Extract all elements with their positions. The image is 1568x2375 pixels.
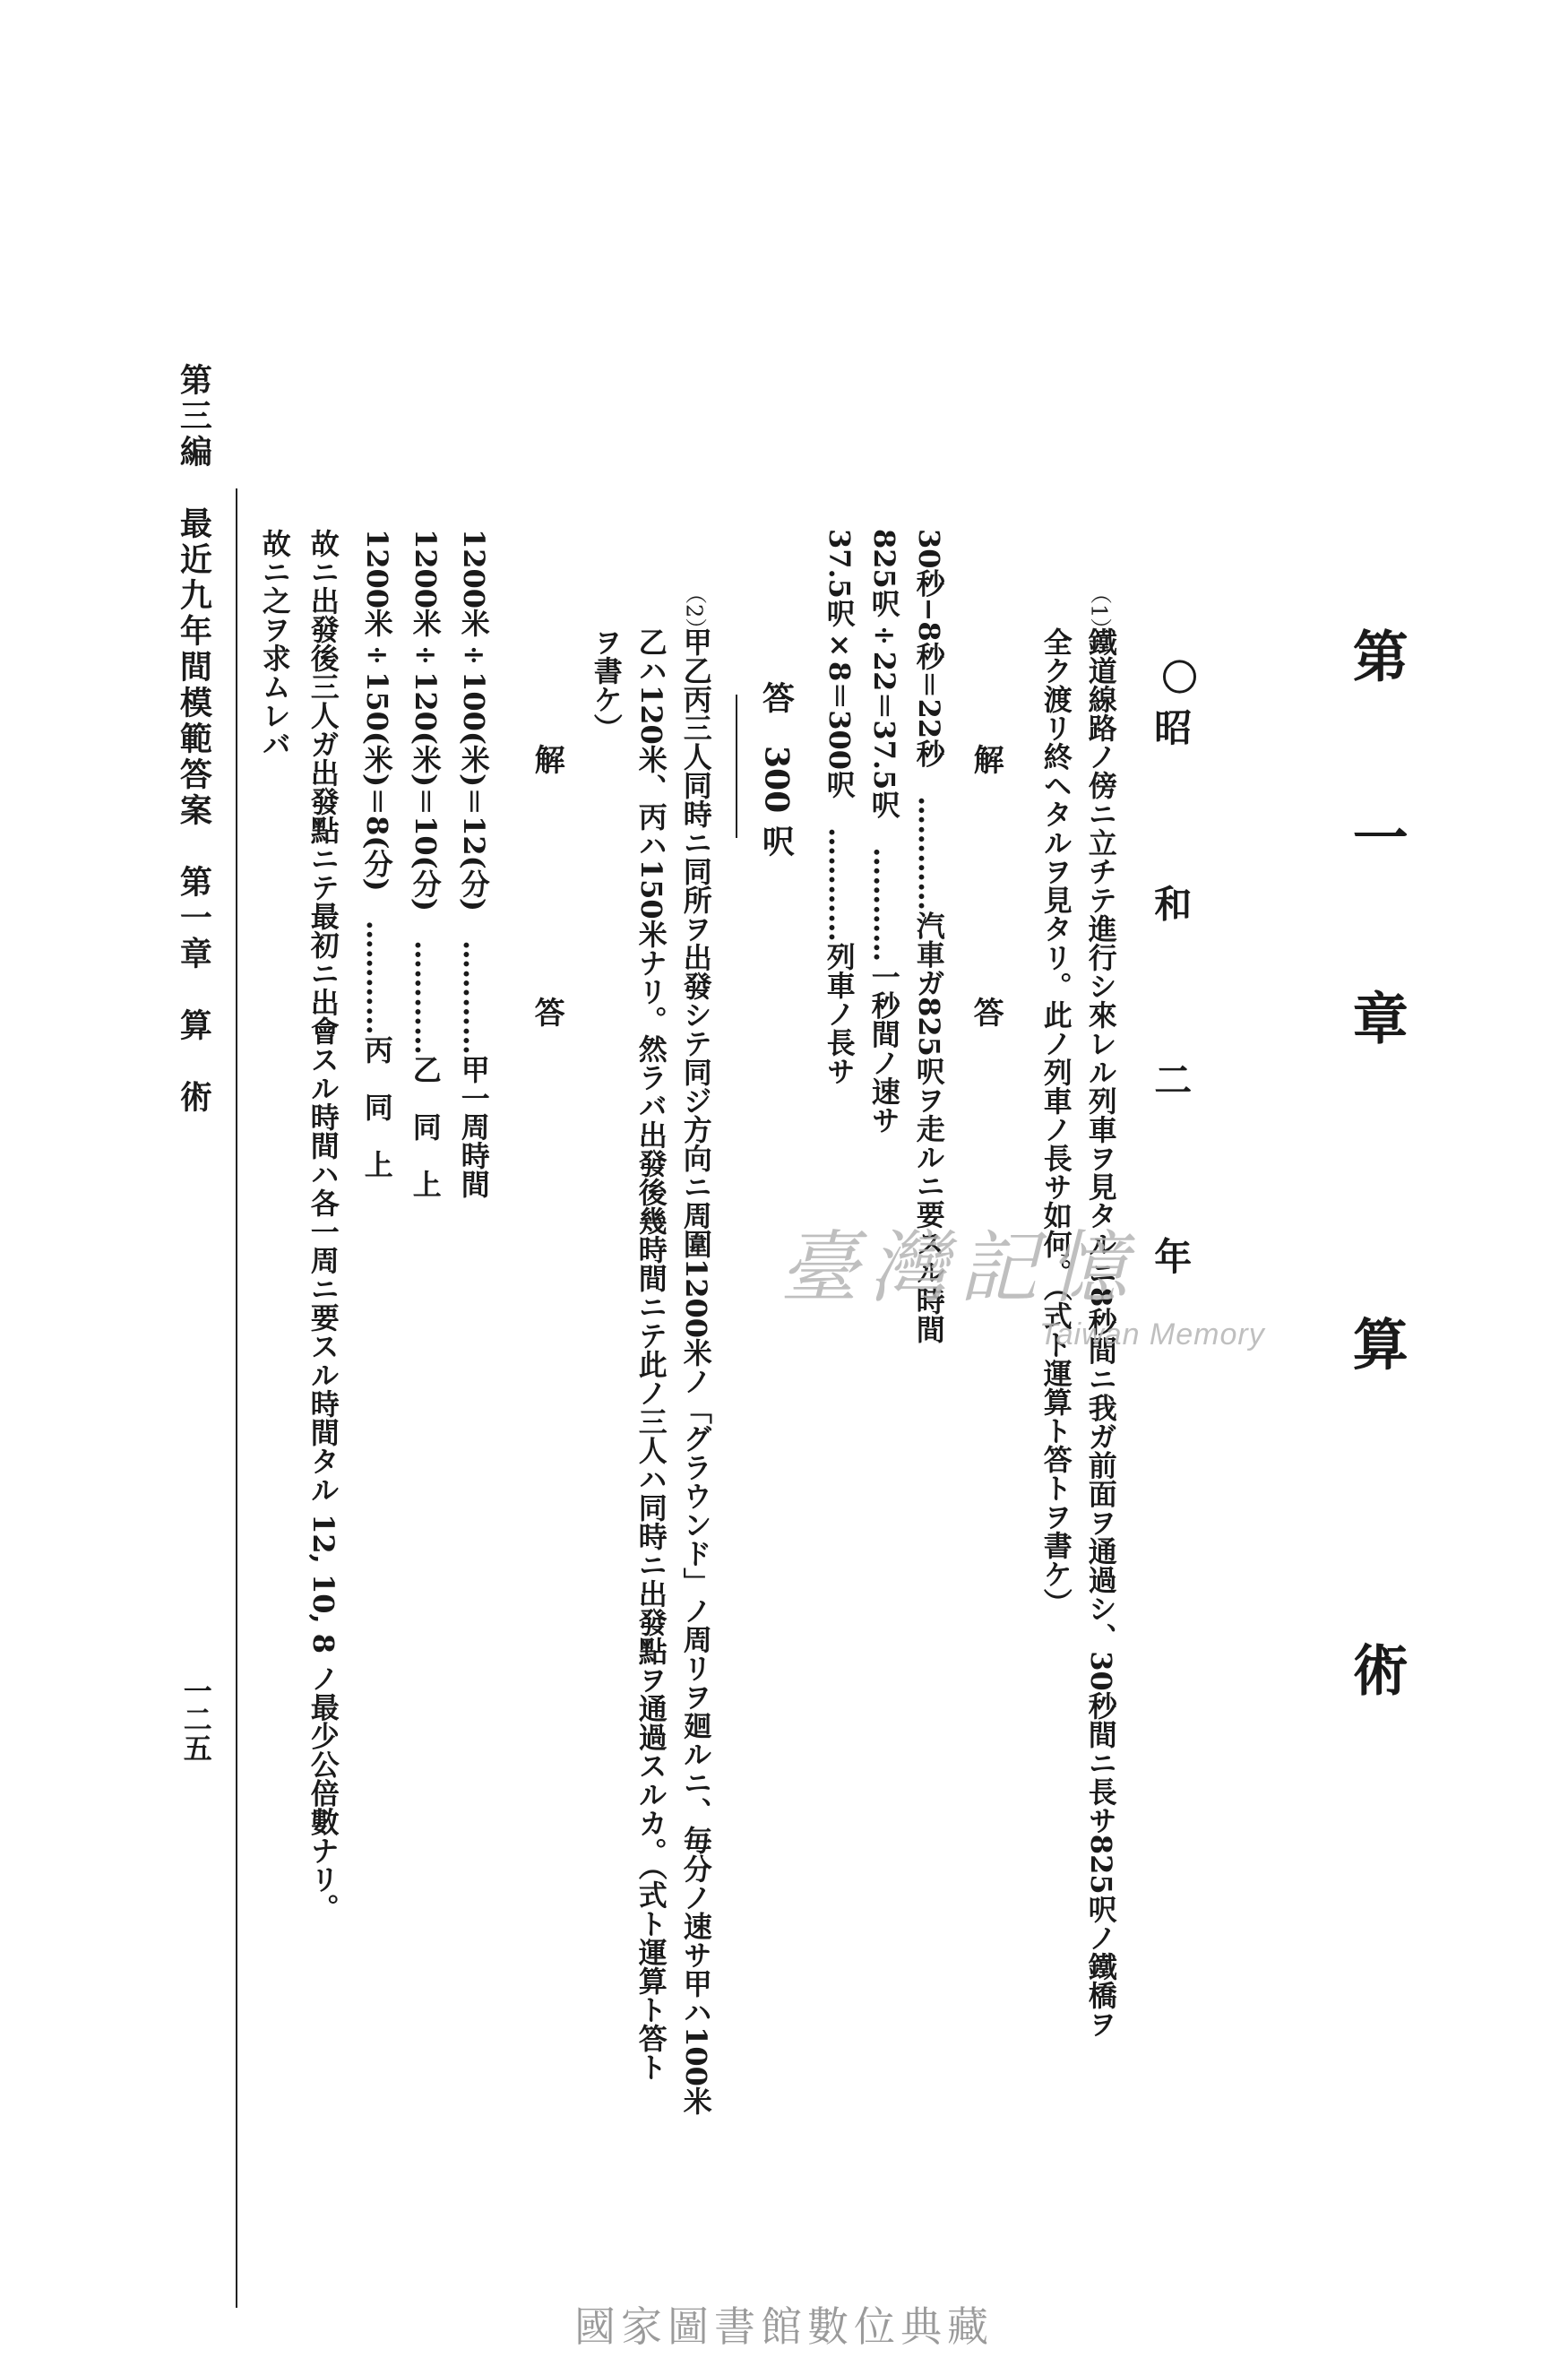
problem-2-solution-heading: 解 答	[529, 744, 565, 1081]
section-mark: 〇	[1156, 659, 1198, 695]
problem-2-conclusion-1: 故ニ出發後三人ガ出發點ニテ最初ニ出會スル時間ハ各一周ニ要スル時間タル 12, 10, 8 ノ最少公倍數ナリ。	[306, 529, 340, 1922]
problem-1-answer: 答 300 呎	[757, 681, 796, 857]
problem-2-conclusion-2: 故ニ之ヲ求ムレバ	[257, 529, 292, 758]
problem-1-line-1: 30秒−8秒＝22秒 …………汽車ガ825呎ヲ走ルニ要スル時間	[911, 529, 946, 1343]
problem-2-line-2: 1200米÷120(米)＝10(分) …………乙 同 上	[408, 529, 443, 1198]
problem-2-line-3: 1200米÷150(米)＝8(分) …………丙 同 上	[359, 529, 394, 1179]
answer-underline	[736, 695, 737, 838]
problem-2-text-line-3: ヲ書ケ）	[589, 627, 624, 742]
problem-2-text-line-2: 乙ハ120米、丙ハ150米ナリ。然ラバ出發後幾時間ニテ此ノ三人ハ同時ニ出發點ヲ通過スルカ。（式ト運算ト答ト	[633, 627, 668, 2081]
problem-2-text-line-1: 甲乙丙三人同時ニ同所ヲ出發シテ同ジ方向ニ周圍1200米ノ「グラウンド」ノ周リヲ廻ルニ、毎分ノ速サ甲ハ100米	[678, 627, 713, 2115]
page-number: 一二五	[178, 1676, 213, 1762]
problem-1-line-3: 37.5呎×8＝300呎 …………列車ノ長サ	[822, 529, 857, 1086]
watermark-chinese: 臺灣記憶	[780, 1222, 1139, 1314]
problem-2-line-1: 1200米÷100(米)＝12(分) …………甲一周時間	[456, 529, 491, 1198]
section-title: 昭 和 二 年	[1149, 708, 1193, 1337]
running-head: 第三編 最近九年間模範答案 第一章 算 術	[175, 363, 213, 1116]
page-rule	[236, 488, 237, 2308]
problem-1-text-line-1: 鐵道線路ノ傍ニ立チテ進行シ來レル列車ヲ見タルニ8秒間ニ我ガ前面ヲ通過シ、30秒間ニ長サ825呎ノ鐵橋ヲ	[1083, 627, 1118, 2038]
chapter-title: 第一章 算 術	[1343, 627, 1409, 1823]
footer-caption: 國家圖書館數位典藏	[574, 2302, 994, 2351]
problem-1-line-2: 825呎÷22＝37.5呎 …………一秒間ノ速サ	[866, 529, 901, 1135]
problem-1-number: （1）	[1086, 583, 1112, 640]
watermark-english: Taiwan Memory	[1039, 1317, 1265, 1352]
problem-1-text-line-2: 全ク渡リ終ヘタルヲ見タリ。此ノ列車ノ長サ如何。（式ト運算ト答トヲ書ケ）	[1038, 627, 1073, 1617]
problem-1-solution-heading: 解 答	[968, 744, 1004, 1081]
problem-2-number: （2）	[681, 583, 707, 640]
watermark	[780, 1205, 1317, 1385]
